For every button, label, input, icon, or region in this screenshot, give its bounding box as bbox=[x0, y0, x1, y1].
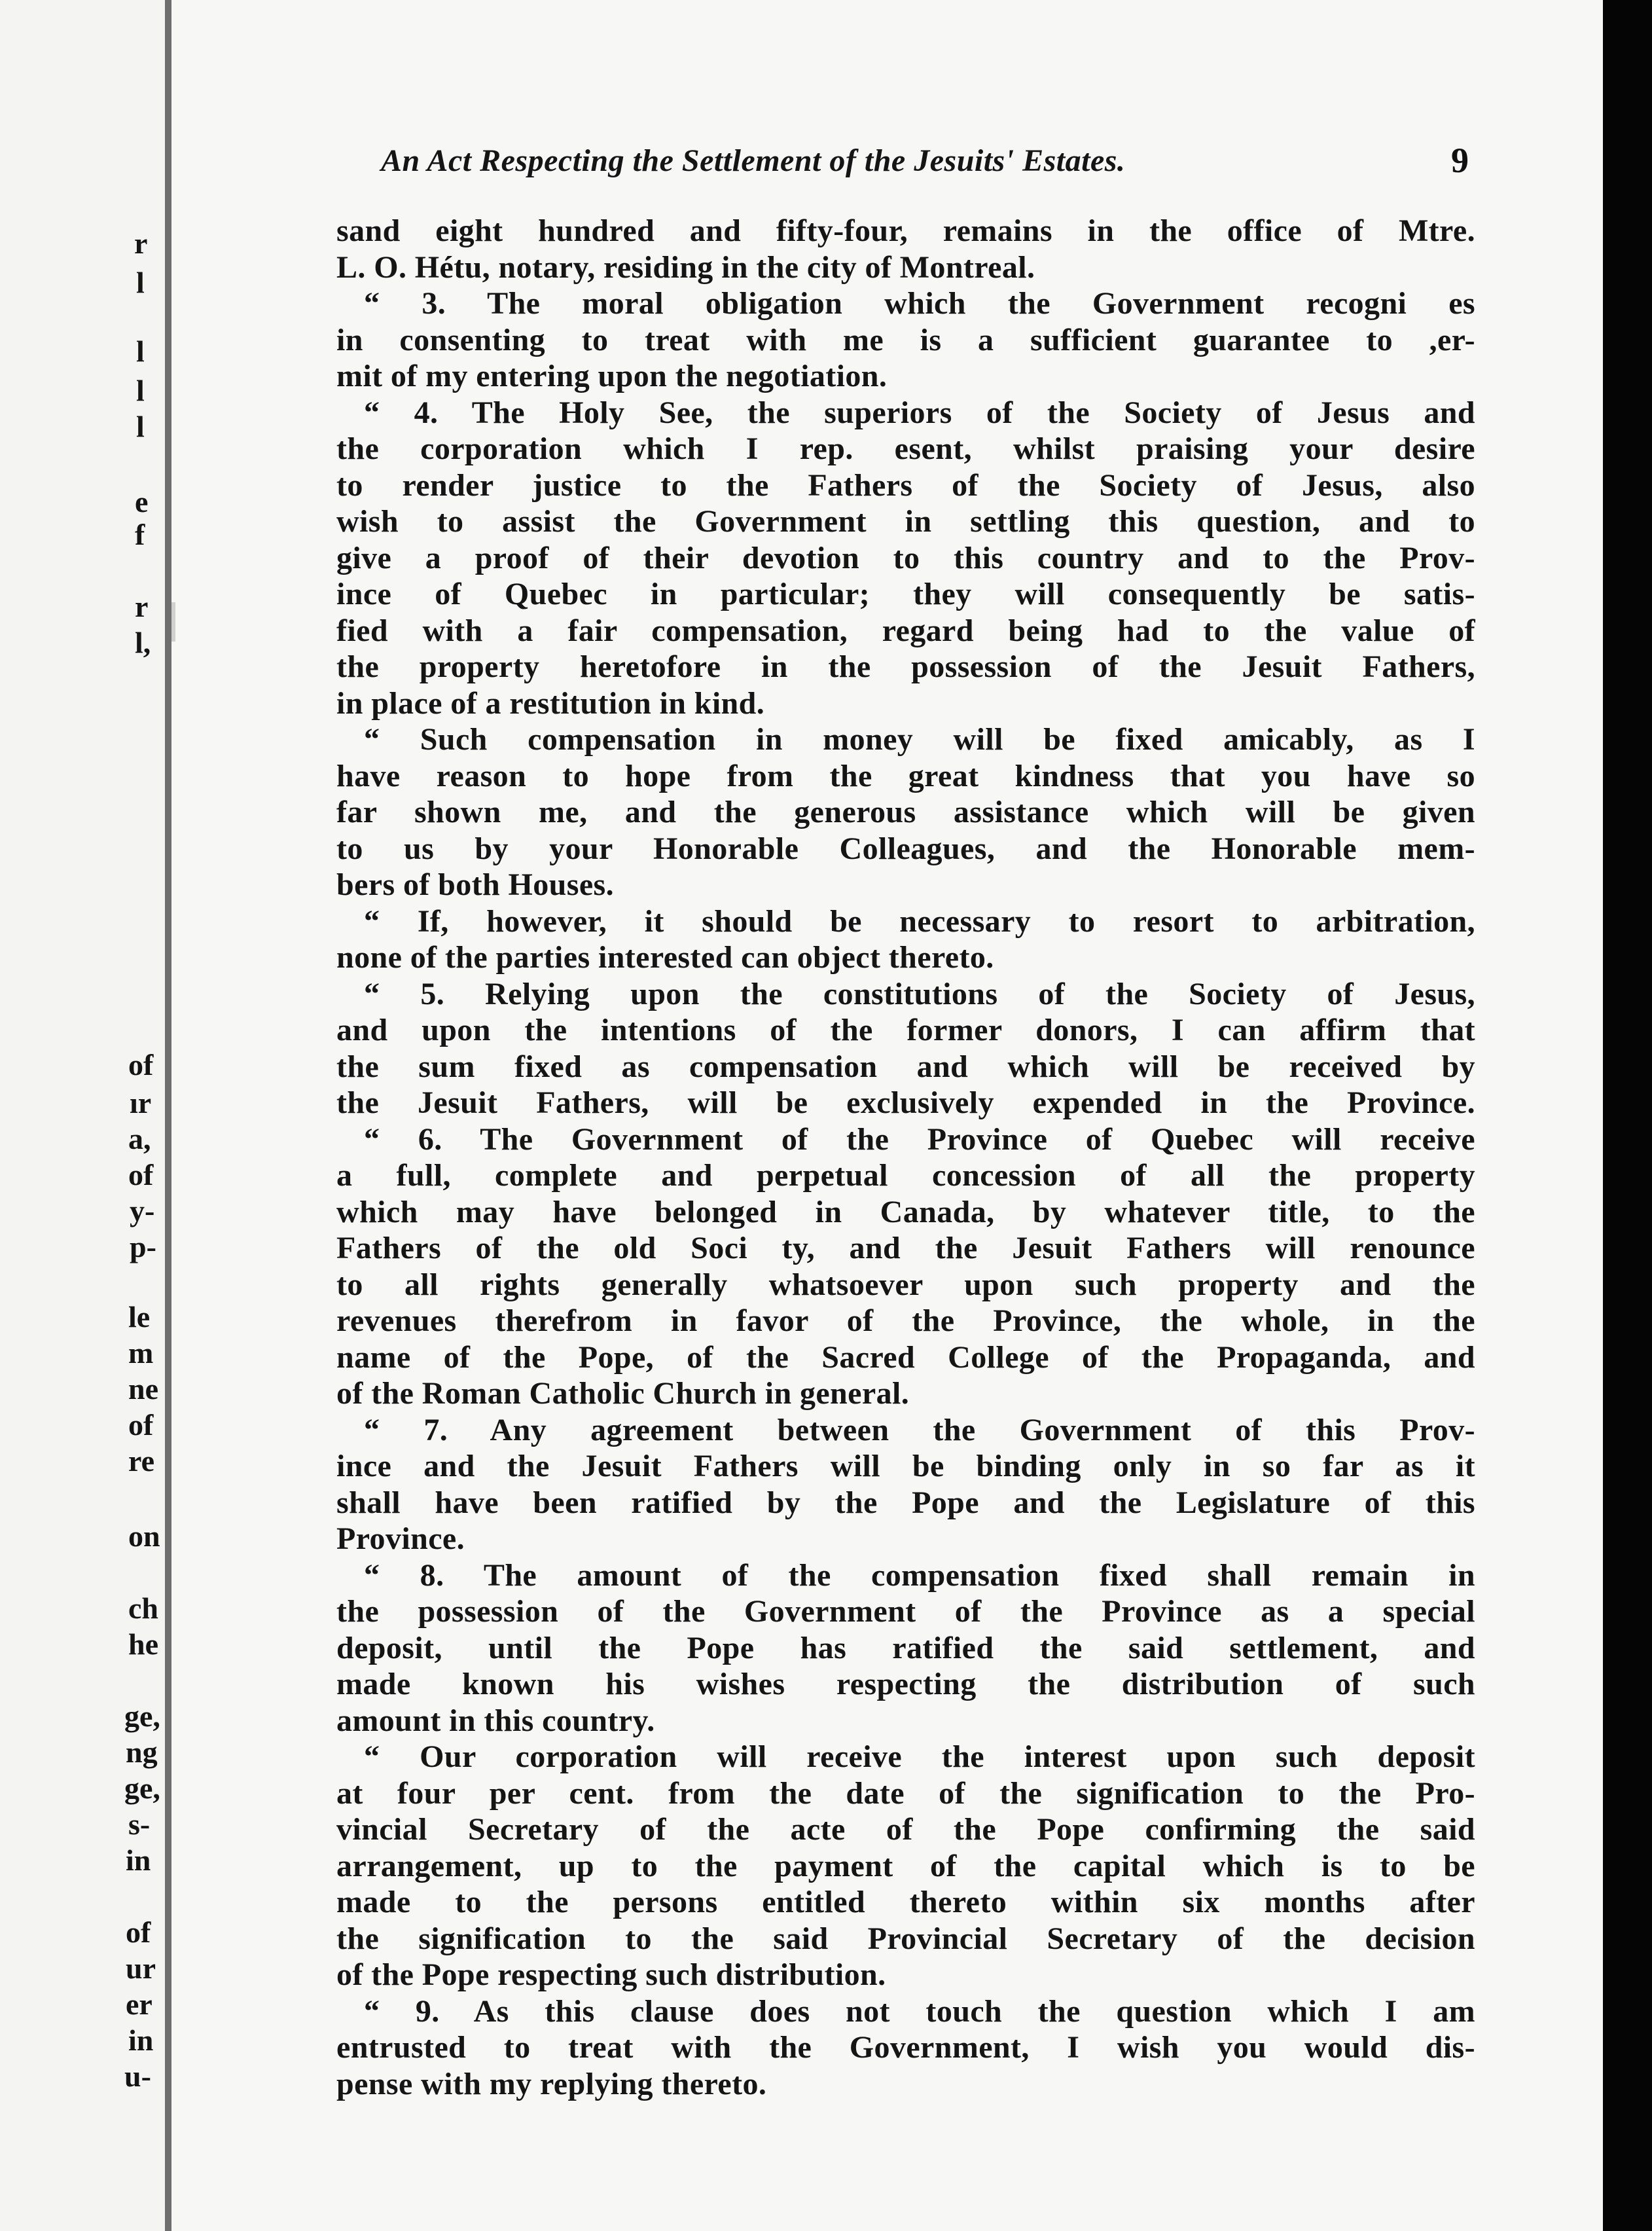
margin-fragment: on bbox=[128, 1519, 160, 1553]
text-line: far shown me, and the generous assistance which will be given bbox=[336, 795, 1475, 829]
margin-fragment: ır bbox=[130, 1086, 152, 1119]
margin-fragment: l bbox=[136, 335, 145, 368]
margin-fragment: l bbox=[136, 410, 145, 443]
running-title: An Act Respecting the Settlement of the Jesuits' Estates. bbox=[381, 143, 1126, 178]
text-line: ince of Quebec in particular; they will consequently be satis- bbox=[336, 577, 1475, 611]
text-line: the sum fixed as compensation and which will be received by bbox=[336, 1049, 1475, 1084]
text-line: deposit, until the Pope has ratified the said settlement, and bbox=[336, 1630, 1475, 1665]
text-line: revenues therefrom in favor of the Province, the whole, in the bbox=[336, 1303, 1475, 1338]
text-line: shall have been ratified by the Pope and the Legislature of this bbox=[336, 1485, 1475, 1520]
page-gutter bbox=[165, 0, 171, 2231]
text-line: “ 7. Any agreement between the Government of this Prov- bbox=[364, 1412, 1475, 1447]
text-line: give a proof of their devotion to this country and to the Prov- bbox=[336, 540, 1475, 575]
text-line: a full, complete and perpetual concession of all the property bbox=[336, 1158, 1475, 1193]
margin-fragment: f bbox=[135, 518, 145, 551]
text-line: ince and the Jesuit Fathers will be binding only in so far as it bbox=[336, 1449, 1475, 1483]
text-line: bers of both Houses. bbox=[336, 867, 615, 902]
margin-fragment: s- bbox=[128, 1807, 151, 1841]
text-line: pense with my replying thereto. bbox=[336, 2066, 767, 2101]
text-line: the possession of the Government of the Province as a special bbox=[336, 1594, 1475, 1629]
text-line: and upon the intentions of the former donors, I can affirm that bbox=[336, 1013, 1475, 1047]
text-line: none of the parties interested can object thereto. bbox=[336, 940, 994, 975]
text-line: amount in this country. bbox=[336, 1703, 655, 1738]
page-number: 9 bbox=[1451, 141, 1469, 180]
text-line: vincial Secretary of the acte of the Pope confirming the said bbox=[336, 1812, 1475, 1847]
text-line: wish to assist the Government in settling this question, and to bbox=[336, 504, 1475, 539]
text-line: sand eight hundred and fifty-four, remains in the office of Mtre. bbox=[336, 213, 1475, 248]
margin-fragment: a, bbox=[128, 1122, 151, 1155]
text-line: the signification to the said Provincial Secretary of the decision bbox=[336, 1921, 1475, 1956]
margin-fragment: m bbox=[128, 1336, 154, 1369]
margin-fragment: ur bbox=[126, 1951, 156, 1985]
margin-fragment: of bbox=[128, 1158, 154, 1191]
text-line: entrusted to treat with the Government, I wish you would dis- bbox=[336, 2030, 1475, 2065]
text-line: name of the Pope, of the Sacred College of the Propaganda, and bbox=[336, 1339, 1475, 1375]
text-line: Province. bbox=[336, 1521, 465, 1556]
text-line: mit of my entering upon the negotiation. bbox=[336, 359, 888, 393]
margin-fragment: r bbox=[134, 227, 148, 260]
margin-fragment: ge, bbox=[124, 1771, 160, 1805]
text-line: “ 8. The amount of the compensation fixed shall remain in bbox=[364, 1557, 1475, 1593]
text-line: fied with a fair compensation, regard being had to the value of bbox=[336, 613, 1475, 648]
text-line: “ 3. The moral obligation which the Government recogni es bbox=[364, 286, 1475, 321]
page bbox=[171, 0, 1603, 2231]
margin-fragment: re bbox=[128, 1444, 155, 1478]
margin-fragment: ge, bbox=[124, 1699, 160, 1733]
margin-fragment: of bbox=[126, 1915, 151, 1949]
text-line: at four per cent. from the date of the signification to the Pro- bbox=[336, 1775, 1475, 1811]
text-line: Fathers of the old Soci ty, and the Jesuit Fathers will renounce bbox=[336, 1231, 1475, 1265]
gutter-mark bbox=[171, 602, 175, 642]
margin-fragment: in bbox=[126, 1843, 151, 1877]
margin-fragment: e bbox=[135, 485, 149, 518]
text-line: in place of a restitution in kind. bbox=[336, 685, 765, 721]
text-line: “ 6. The Government of the Province of Quebec will receive bbox=[364, 1121, 1475, 1157]
margin-fragment: y- bbox=[130, 1194, 155, 1227]
text-line: “ Such compensation in money will be fixed amicably, as I bbox=[364, 722, 1475, 757]
margin-fragment: le bbox=[128, 1300, 151, 1333]
text-line: “ 9. As this clause does not touch the question which I am bbox=[364, 1993, 1475, 2029]
margin-fragment: he bbox=[128, 1627, 158, 1661]
text-line: the Jesuit Fathers, will be exclusively expended in the Province. bbox=[336, 1085, 1475, 1120]
text-line: “ If, however, it should be necessary to resort to arbitration, bbox=[364, 903, 1475, 939]
text-line: the property heretofore in the possession of the Jesuit Fathers, bbox=[336, 649, 1475, 684]
margin-fragment: l, bbox=[135, 626, 151, 659]
scan-border bbox=[1603, 0, 1652, 2231]
margin-fragment: p- bbox=[130, 1230, 156, 1263]
body-text bbox=[336, 213, 1475, 2102]
margin-fragment: u- bbox=[124, 2059, 151, 2093]
text-line: which may have belonged in Canada, by whatever title, to the bbox=[336, 1194, 1475, 1229]
text-line: to render justice to the Fathers of the Society of Jesus, also bbox=[336, 467, 1475, 503]
text-line: made to the persons entitled thereto within six months after bbox=[336, 1885, 1475, 1919]
text-line: of the Pope respecting such distribution. bbox=[336, 1957, 886, 1992]
text-line: in consenting to treat with me is a sufficient guarantee to ,er- bbox=[336, 322, 1475, 357]
margin-fragment: of bbox=[128, 1408, 154, 1442]
left-page-fragment bbox=[0, 0, 165, 2231]
text-line: to all rights generally whatsoever upon such property and the bbox=[336, 1267, 1475, 1302]
margin-fragment: ng bbox=[126, 1735, 158, 1769]
page-header bbox=[171, 130, 1603, 195]
text-line: to us by your Honorable Colleagues, and the Honorable mem- bbox=[336, 831, 1475, 866]
text-line: “ 5. Relying upon the constitutions of the Society of Jesus, bbox=[364, 976, 1475, 1011]
margin-fragment: ch bbox=[128, 1591, 158, 1625]
text-line: L. O. Hétu, notary, residing in the city of Montreal. bbox=[336, 249, 1035, 285]
text-line: “ Our corporation will receive the interest upon such deposit bbox=[364, 1739, 1475, 1774]
text-line: made known his wishes respecting the distribution of such bbox=[336, 1667, 1475, 1701]
text-line: the corporation which I rep. esent, whilst praising your desire bbox=[336, 431, 1475, 466]
text-line: “ 4. The Holy See, the superiors of the Society of Jesus and bbox=[364, 395, 1475, 430]
margin-fragment: in bbox=[128, 2023, 154, 2057]
margin-fragment: of bbox=[128, 1048, 154, 1081]
margin-fragment: l bbox=[136, 374, 145, 407]
margin-fragment: r bbox=[135, 590, 149, 623]
text-line: arrangement, up to the payment of the capital which is to be bbox=[336, 1848, 1475, 1883]
text-line: of the Roman Catholic Church in general. bbox=[336, 1376, 910, 1411]
text-line: have reason to hope from the great kindness that you have so bbox=[336, 758, 1475, 793]
margin-fragment: er bbox=[126, 1987, 153, 2021]
margin-fragment: l bbox=[136, 266, 145, 299]
margin-fragment: ne bbox=[128, 1372, 158, 1406]
